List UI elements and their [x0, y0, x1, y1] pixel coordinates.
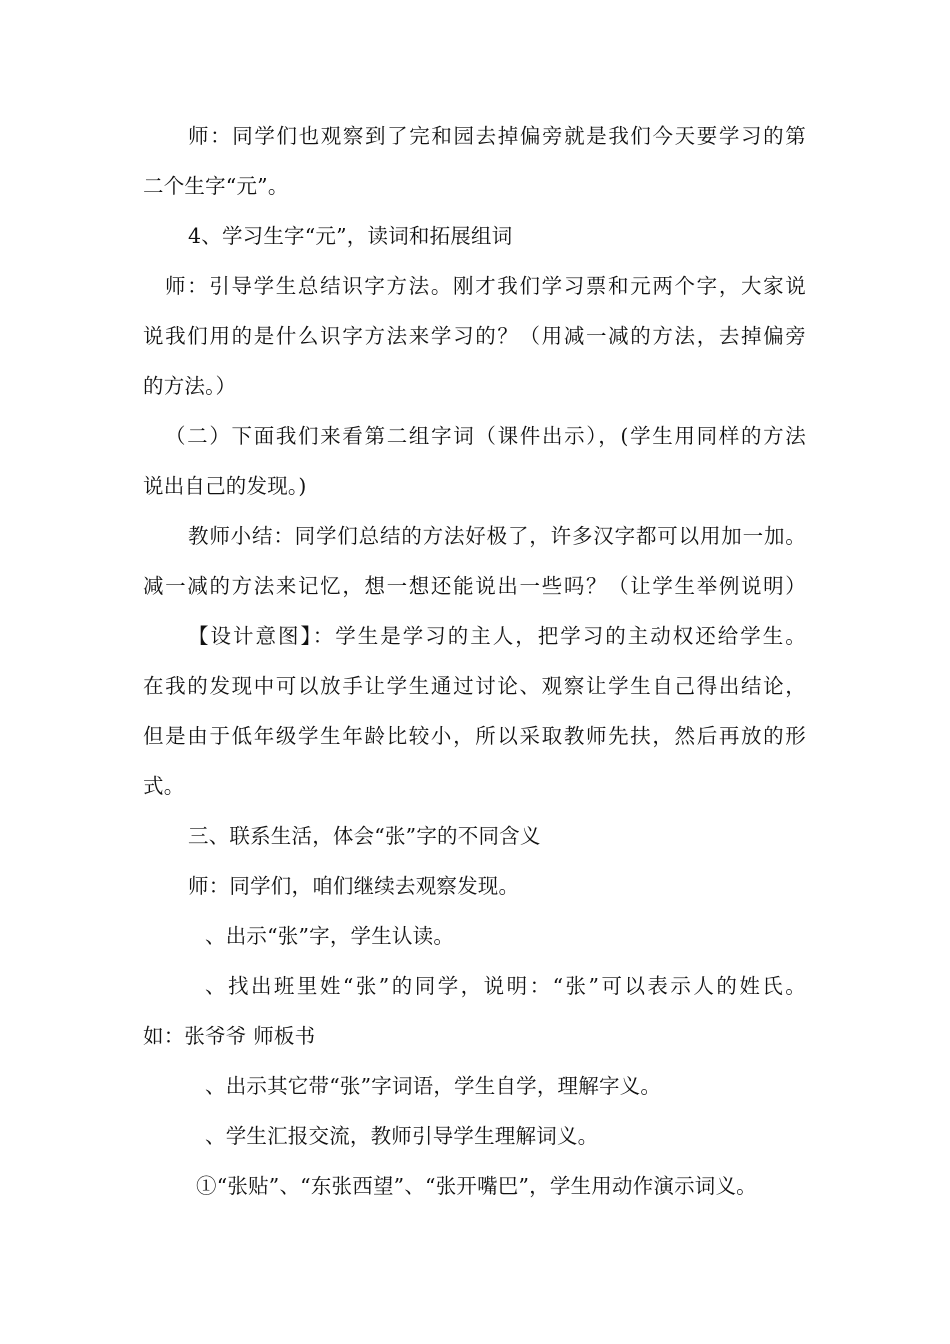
list-item: 、找出班里姓“张”的同学，说明：“张”可以表示人的姓氏。 — [205, 974, 806, 998]
paragraph-line: 式。 — [143, 774, 185, 798]
design-intent-line: 【设计意图】：学生是学习的主人，把学习的主动权还给学生。 — [188, 624, 806, 648]
paragraph-line: 说我们用的是什么识字方法来学习的？（用减一减的方法，去掉偏旁 — [143, 324, 806, 348]
paragraph-line: 但是由于低年级学生年龄比较小，所以采取教师先扶，然后再放的形 — [143, 724, 806, 748]
paragraph-line: 师：同学们也观察到了完和园去掉偏旁就是我们今天要学习的第 — [188, 124, 806, 148]
section-heading: 三、联系生活，体会“张”字的不同含义 — [188, 824, 541, 848]
paragraph-line: 在我的发现中可以放手让学生通过讨论、观察让学生自己得出结论， — [143, 674, 806, 698]
paragraph-line: 二个生字“元”。 — [143, 174, 289, 198]
list-item: 、出示“张”字，学生认读。 — [205, 924, 455, 948]
paragraph-line: 师：引导学生总结识字方法。刚才我们学习票和元两个字，大家说 — [165, 274, 806, 298]
paragraph-line: 说出自己的发现。) — [143, 474, 307, 498]
paragraph-line: （二）下面我们来看第二组字词（课件出示），(学生用同样的方法 — [165, 424, 806, 448]
list-item: 、出示其它带“张”字词语，学生自学，理解字义。 — [205, 1074, 662, 1098]
paragraph-line: 教师小结：同学们总结的方法好极了，许多汉字都可以用加一加。 — [188, 524, 806, 548]
section-heading: 4、学习生字“元”，读词和拓展组词 — [188, 224, 513, 248]
list-item: ①“张贴”、“东张西望”、“张开嘴巴”，学生用动作演示词义。 — [196, 1174, 757, 1198]
list-item: 、学生汇报交流，教师引导学生理解词义。 — [205, 1124, 599, 1148]
paragraph-line: 如：张爷爷 师板书 — [143, 1024, 316, 1048]
paragraph-line: 师：同学们，咱们继续去观察发现。 — [188, 874, 520, 898]
paragraph-line: 的方法。） — [143, 374, 237, 398]
paragraph-line: 减一减的方法来记忆，想一想还能说出一些吗？（让学生举例说明） — [143, 574, 806, 598]
